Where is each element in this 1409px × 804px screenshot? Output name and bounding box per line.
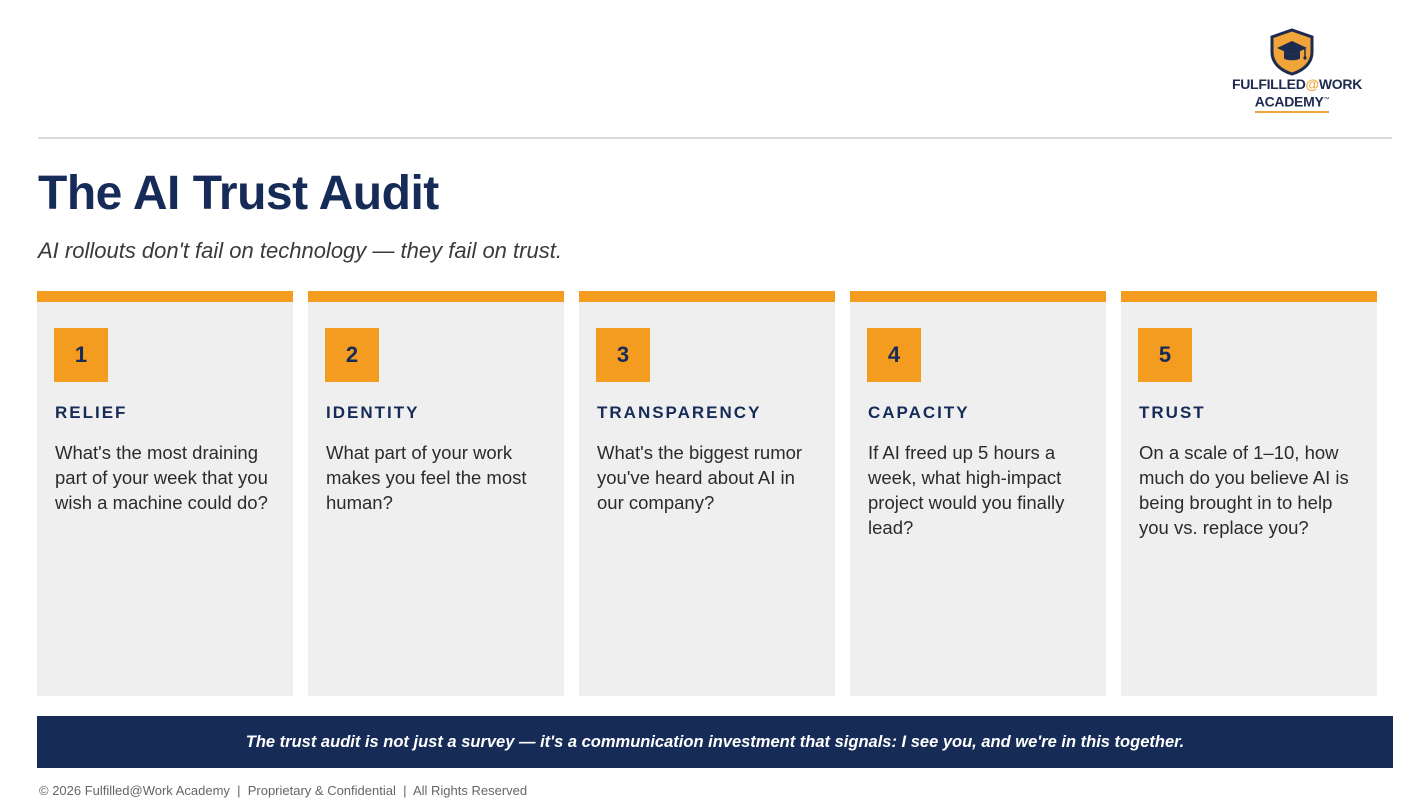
card-number-badge: 3 — [596, 328, 650, 382]
header-divider — [38, 137, 1392, 139]
card-label: CAPACITY — [868, 403, 970, 422]
footer-copyright: © 2026 Fulfilled@Work Academy | Proprietary & Confidential | All Rights Reserved — [39, 783, 528, 798]
card-number-badge: 1 — [54, 328, 108, 382]
logo-wordmark-line1: FULFILLED@WORK — [1232, 76, 1362, 92]
question-cards — [37, 291, 1377, 696]
card-trust — [1121, 291, 1377, 696]
card-label: TRUST — [1139, 403, 1206, 422]
graduation-cap-shield-icon — [1269, 28, 1315, 76]
page-title: The AI Trust Audit — [38, 167, 439, 220]
card-question: What's the biggest rumor you've heard about AI in our company? — [597, 442, 803, 513]
logo-wordmark-line2: ACADEMY™ — [1232, 92, 1352, 113]
banner-text: The trust audit is not just a survey — it's a communication investment that signals: I see you, and we're in this together. — [245, 732, 1185, 751]
card-question: What part of your work makes you feel the most human? — [326, 442, 527, 513]
page-subtitle: AI rollouts don't fail on technology — they fail on trust. — [38, 238, 562, 263]
card-number-badge: 4 — [867, 328, 921, 382]
summary-banner — [37, 716, 1393, 768]
card-relief — [37, 291, 293, 696]
card-label: IDENTITY — [326, 403, 420, 422]
card-number-badge: 5 — [1138, 328, 1192, 382]
card-question: On a scale of 1–10, how much do you believe AI is being brought in to help you vs. replace you? — [1139, 442, 1349, 538]
card-number-badge: 2 — [325, 328, 379, 382]
card-question: What's the most draining part of your week that you wish a machine could do? — [55, 442, 268, 513]
brand-logo — [1232, 28, 1362, 113]
card-identity — [308, 291, 564, 696]
card-label: TRANSPARENCY — [597, 403, 762, 422]
card-question: If AI freed up 5 hours a week, what high-impact project would you finally lead? — [868, 442, 1065, 538]
card-label: RELIEF — [55, 403, 128, 422]
card-capacity — [850, 291, 1106, 696]
card-transparency — [579, 291, 835, 696]
